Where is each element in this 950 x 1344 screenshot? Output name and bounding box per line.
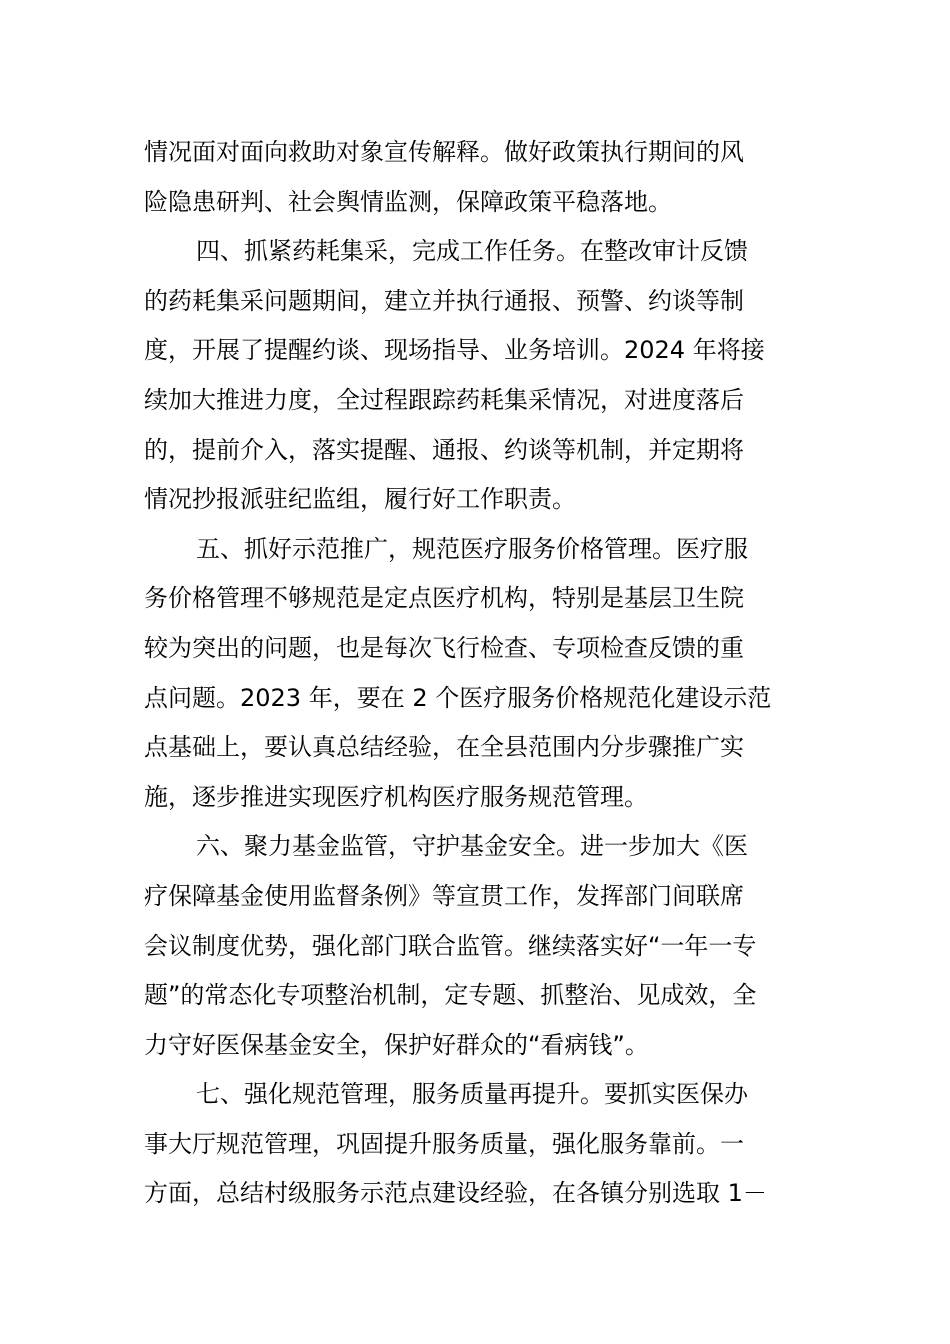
text-line: 的，提前介入，落实提醒、通报、约谈等机制，并定期将 xyxy=(144,435,744,464)
text-line: 情况抄报派驻纪监组，履行好工作职责。 xyxy=(144,485,576,514)
text-line: 疗保障基金使用监督条例》等宣贯工作，发挥部门间联席 xyxy=(144,881,744,910)
text-line: 险隐患研判、社会舆情监测，保障政策平稳落地。 xyxy=(144,187,672,216)
paragraph-heading-line: 六、聚力基金监管，守护基金安全。进一步加大《医 xyxy=(196,832,748,861)
text-line: 施，逐步推进实现医疗机构医疗服务规范管理。 xyxy=(144,782,648,811)
document-body xyxy=(144,128,816,1219)
text-line: 事大厅规范管理，巩固提升服务质量，强化服务靠前。一 xyxy=(144,1129,744,1158)
text-line: 较为突出的问题，也是每次飞行检查、专项检查反馈的重 xyxy=(144,633,744,662)
paragraph-heading-line: 五、抓好示范推广，规范医疗服务价格管理。医疗服 xyxy=(196,534,748,563)
text-line: 情况面对面向救助对象宣传解释。做好政策执行期间的风 xyxy=(144,138,744,166)
text-line: 方面，总结村级服务示范点建设经验，在各镇分别选取 1－ xyxy=(144,1179,767,1208)
text-line: 点基础上，要认真总结经验，在全县范围内分步骤推广实 xyxy=(144,733,744,762)
paragraph-heading-line: 七、强化规范管理，服务质量再提升。要抓实医保办 xyxy=(196,1080,748,1109)
text-line: 续加大推进力度，全过程跟踪药耗集采情况，对进度落后 xyxy=(144,385,744,414)
text-line: 度，开展了提醒约谈、现场指导、业务培训。2024 年将接 xyxy=(144,336,765,365)
text-line: 务价格管理不够规范是定点医疗机构，特别是基层卫生院 xyxy=(144,584,744,613)
text-line: 力守好医保基金安全，保护好群众的“看病钱”。 xyxy=(144,1030,649,1059)
text-line: 题”的常态化专项整治机制，定专题、抓整治、见成效，全 xyxy=(144,981,757,1010)
text-line: 的药耗集采问题期间，建立并执行通报、预警、约谈等制 xyxy=(144,286,744,315)
text-line: 会议制度优势，强化部门联合监管。继续落实好“一年一专 xyxy=(144,931,757,960)
text-line: 点问题。2023 年，要在 2 个医疗服务价格规范化建设示范 xyxy=(144,683,772,712)
paragraph-heading-line: 四、抓紧药耗集采，完成工作任务。在整改审计反馈 xyxy=(196,237,748,266)
